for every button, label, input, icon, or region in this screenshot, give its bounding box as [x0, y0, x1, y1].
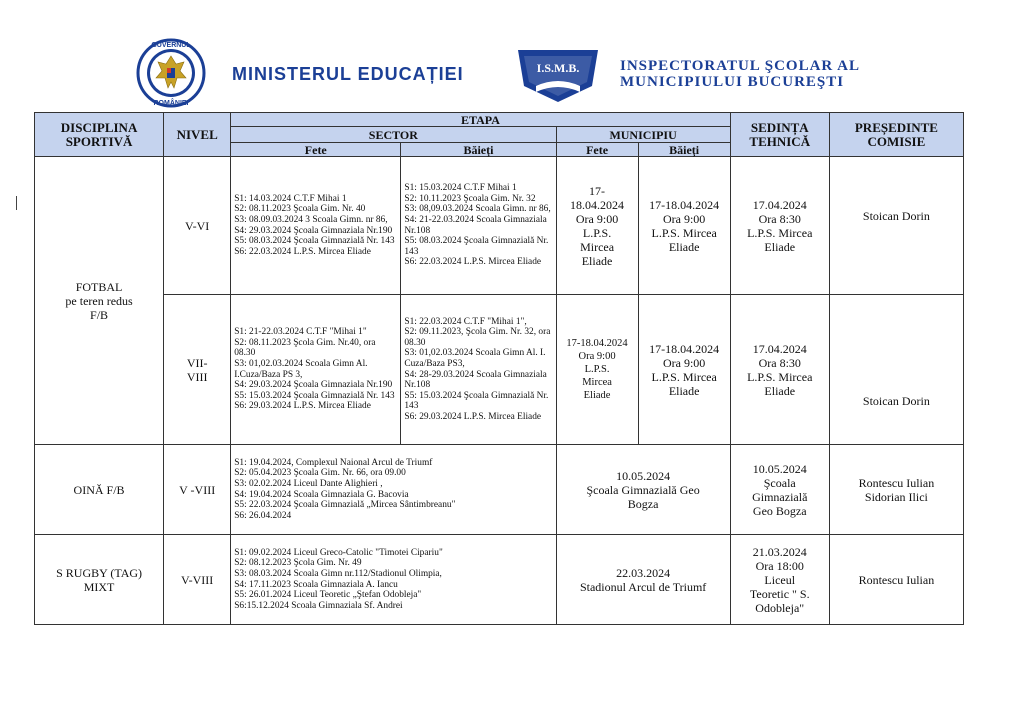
- ministry-title: MINISTERUL EDUCAȚIEI: [232, 64, 464, 84]
- margin-mark: [16, 196, 17, 210]
- inspectorate-title: [620, 58, 860, 90]
- table-row-fotbal-vii-viii: [35, 295, 964, 445]
- header-municipiu: MUNICIPIU: [556, 127, 730, 143]
- header-municipiu-baieti: Băieți: [638, 143, 730, 157]
- government-seal-logo: [136, 38, 206, 108]
- header-nivel: NIVEL: [164, 113, 231, 157]
- rugby-presedinte-cell: [829, 535, 963, 625]
- header-etapa: ETAPA: [231, 113, 731, 127]
- fotbal-2-sector-fete: S1: 21-22.03.2024 C.T.F "Mihai 1" S2: 08.11.2023 Şcola Gim. Nr.40, ora 08.30 S3: 01,02.03.2024 Scoala Gimn Al. I.Cuza/Baza PS 3, S4: 29.03.2024 Şcoala Gimnaziala Nr.190 S5: 15.03.2024 Şcoala Gimnazială Nr. 143 S6: 29.03.2024 L.P.S. Mircea Eliade: [234, 327, 395, 412]
- fotbal-1-sector-fete: S1: 14.03.2024 C.T.F Mihai 1 S2: 08.11.2023 Şcoala Gim. Nr. 40 S3: 08.09.03.2024 3 Scoala Gimn. nr 86, S4: 29.03.2024 Şcoala Gimnaziala Nr.190 S5: 08.03.2024 Şcoala Gimnazială Nr. 143 S6: 22.03.2024 L.P.S. Mircea Eliade: [234, 193, 395, 257]
- fotbal-1-sector-fete-cell: [231, 157, 401, 295]
- fotbal-2-mun-fete: 17-18.04.2024 Ora 9:00 L.P.S. Mircea Eliade: [566, 338, 628, 401]
- oina-municipiu-cell: [556, 445, 730, 535]
- rugby-sedinta-cell: [730, 535, 829, 625]
- header-sector-baieti: Băieți: [401, 143, 556, 157]
- fotbal-2-mun-fete-cell: [556, 295, 638, 445]
- fotbal-level-2-cell: [164, 295, 231, 445]
- fotbal-1-mun-baieti-cell: [638, 157, 730, 295]
- fotbal-1-mun-fete-cell: [556, 157, 638, 295]
- table-row-fotbal-v-vi: [35, 157, 964, 295]
- ismb-logo: [508, 42, 608, 106]
- oina-discipline: OINĂ F/B: [73, 482, 125, 497]
- oina-presedinte-cell: [829, 445, 963, 535]
- oina-sedinta: 10.05.2024 Şcoala Gimnazială Geo Bogza: [752, 461, 808, 518]
- rugby-sector: S1: 09.02.2024 Liceul Greco-Catolic "Timotei Cipariu" S2: 08.12.2023 Şcola Gim. Nr. 49 S3: 08.03.2024 Scoala Gimn nr.112/Stadionul Olimpia, S4: 17.11.2023 Scoala Gimnaziala A. Iancu S5: 26.01.2024 Liceul Teoretic „Ştefan Odobleja" S6:15.12.2024 Scoala Gimnaziala Sf. Andrei: [234, 547, 443, 611]
- document-header: [0, 36, 1024, 116]
- fotbal-2-sector-baieti: S1: 22.03.2024 C.T.F "Mihai 1", S2: 09.11.2023, Şcola Gim. Nr. 32, ora 08.30 S3: 01,02.03.2024 Scoala Gimn Al. I. Cuza/Baza PS3, S4: 28-29.03.2024 Scoala Gimnaziala Nr.108 S5: 15.03.2024 Şcoala Gimnazială Nr. 143 S6: 29.03.2024 L.P.S. Mircea Eliade: [404, 316, 551, 422]
- oina-sector: S1: 19.04.2024, Complexul Naional Arcul de Triumf S2: 05.04.2023 Şcoala Gim. Nr. 66, ora 09.00 S3: 02.02.2024 Liceul Dante Alighieri , S4: 19.04.2024 Scoala Gimnaziala G. Bacovia S5: 22.03.2024 Şcoala Gimnazială „Mircea Sântimbreanu" S6: 26.04.2024: [234, 457, 456, 521]
- header-municipiu-fete: Fete: [556, 143, 638, 157]
- rugby-discipline-cell: [35, 535, 164, 625]
- fotbal-1-mun-baieti: 17-18.04.2024 Ora 9:00 L.P.S. Mircea Eliade: [649, 197, 720, 254]
- svg-text:ROMÂNIEI: ROMÂNIEI: [153, 100, 189, 107]
- oina-level: V -VIII: [179, 482, 216, 497]
- fotbal-level-1-cell: [164, 157, 231, 295]
- fotbal-2-sedinta-cell: [730, 295, 829, 445]
- header-disciplina: DISCIPLINA SPORTIVĂ: [35, 113, 164, 157]
- table-row-rugby: [35, 535, 964, 625]
- header-presedinte: PREȘEDINTE COMISIE: [829, 113, 963, 157]
- rugby-presedinte: Rontescu Iulian: [858, 572, 935, 587]
- fotbal-2-sector-fete-cell: [231, 295, 401, 445]
- svg-text:I.S.M.B.: I.S.M.B.: [536, 61, 580, 75]
- fotbal-1-presedinte-cell: [829, 157, 963, 295]
- fotbal-level-2: VII- VIII: [186, 355, 208, 384]
- fotbal-2-sedinta: 17.04.2024 Ora 8:30 L.P.S. Mircea Eliade: [747, 341, 813, 398]
- fotbal-2-presedinte-cell: [829, 295, 963, 445]
- header-row-1: [35, 113, 964, 127]
- header-sector-fete: Fete: [231, 143, 401, 157]
- rugby-level: V-VIII: [181, 572, 214, 587]
- competition-schedule-table: [34, 112, 964, 625]
- fotbal-1-sector-baieti: S1: 15.03.2024 C.T.F Mihai 1 S2: 10.11.2023 Şcoala Gim. Nr. 32 S3: 08,09.03.2024 Scoala Gimn. nr 86, S4: 21-22.03.2024 Scoala Gimnaziala Nr.108 S5: 08.03.2024 Şcoala Gimnazială Nr. 143 S6: 22.03.2024 L.P.S. Mircea Eliade: [404, 183, 551, 268]
- oina-discipline-cell: [35, 445, 164, 535]
- oina-sedinta-cell: [730, 445, 829, 535]
- oina-sector-cell: [231, 445, 556, 535]
- rugby-discipline: S RUGBY (TAG) MIXT: [56, 565, 143, 594]
- rugby-municipiu-cell: [556, 535, 730, 625]
- inspectorate-line-1: INSPECTORATUL ŞCOLAR AL: [620, 58, 861, 74]
- oina-level-cell: [164, 445, 231, 535]
- svg-text:GUVERNUL: GUVERNUL: [151, 42, 191, 49]
- fotbal-2-sector-baieti-cell: [401, 295, 556, 445]
- fotbal-discipline-cell: [35, 157, 164, 445]
- oina-presedinte: Rontescu Iulian Sidorian Ilici: [858, 475, 935, 504]
- header-sector: SECTOR: [231, 127, 556, 143]
- fotbal-1-sector-baieti-cell: [401, 157, 556, 295]
- header-sedinta: SEDINȚA TEHNICĂ: [730, 113, 829, 157]
- fotbal-1-presedinte: Stoican Dorin: [862, 209, 930, 223]
- fotbal-discipline: FOTBAL pe teren redus F/B: [65, 279, 133, 322]
- fotbal-1-sedinta-cell: [730, 157, 829, 295]
- rugby-sector-cell: [231, 535, 556, 625]
- fotbal-1-sedinta: 17.04.2024 Ora 8:30 L.P.S. Mircea Eliade: [747, 197, 813, 254]
- fotbal-2-mun-baieti-cell: [638, 295, 730, 445]
- table-row-oina: [35, 445, 964, 535]
- oina-municipiu: 10.05.2024 Şcoala Gimnazială Geo Bogza: [586, 468, 700, 511]
- rugby-municipiu: 22.03.2024 Stadionul Arcul de Triumf: [579, 565, 707, 594]
- fotbal-2-presedinte: Stoican Dorin: [862, 394, 930, 408]
- inspectorate-line-2: MUNICIPIULUI BUCUREŞTI: [620, 74, 845, 90]
- fotbal-2-mun-baieti: 17-18.04.2024 Ora 9:00 L.P.S. Mircea Eliade: [649, 341, 720, 398]
- fotbal-1-mun-fete: 17- 18.04.2024 Ora 9:00 L.P.S. Mircea Eliade: [570, 183, 625, 268]
- rugby-sedinta: 21.03.2024 Ora 18:00 Liceul Teoretic " S. Odobleja": [749, 544, 810, 615]
- rugby-level-cell: [164, 535, 231, 625]
- fotbal-level-1: V-VI: [185, 218, 210, 233]
